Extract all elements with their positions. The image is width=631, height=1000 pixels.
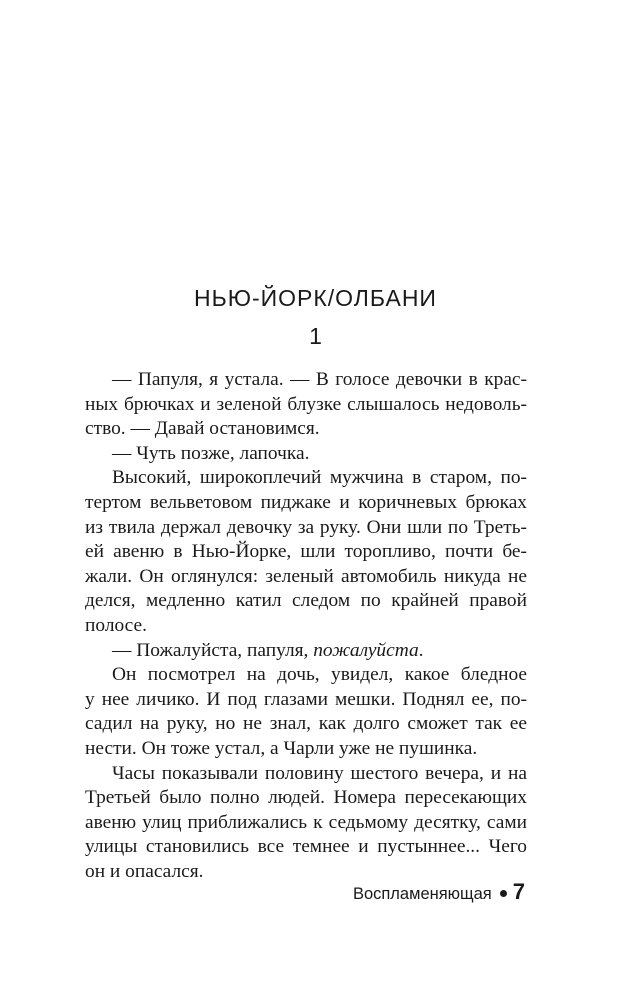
paragraph <box>85 663 527 761</box>
page-footer <box>353 879 525 907</box>
text-line: — Папуля, я устала. — В голосе девочки в крас- <box>112 369 527 390</box>
text-line: Третьей было полно людей. Номера пересекающих <box>85 787 527 809</box>
text-line: делся, медленно катил следом по крайней правой <box>85 590 527 612</box>
paragraph <box>85 442 527 467</box>
text-line: Он посмотрел на дочь, увидел, какое бледное <box>112 664 527 686</box>
text-line: Часы показывали половину шестого вечера, и на <box>112 762 527 784</box>
text-line: ей авеню в Нью-Йорке, шли торопливо, почти бе- <box>85 541 527 563</box>
text-line: ных брючках и зеленой блузке слышалось недоволь- <box>85 393 527 415</box>
text-line: из твила держал девочку за руку. Они шли по Треть- <box>85 516 527 538</box>
text-line: улицы становились все темнее и пустыннее... Чего <box>85 836 527 858</box>
chapter-heading: НЬЮ-ЙОРК/ОЛБАНИ <box>194 285 437 311</box>
page-number: 7 <box>512 879 525 904</box>
paragraph <box>85 368 527 442</box>
text-line: Высокий, широкоплечий мужчина в старом, по- <box>112 467 527 489</box>
body-text <box>85 368 527 884</box>
text-line: — Чуть позже, лапочка. <box>112 442 310 464</box>
text-segment: . <box>418 639 424 661</box>
text-line <box>85 639 527 664</box>
paragraph <box>85 762 527 885</box>
paragraph <box>85 466 527 638</box>
text-segment: — Пожалуйста, папуля, <box>112 639 314 661</box>
bullet-icon <box>500 890 507 897</box>
text-line: авеню улиц приближались к седьмому десятку, сами <box>85 811 527 833</box>
running-title: Воспламеняющая <box>352 885 492 903</box>
text-line: нести. Он тоже устал, а Чарли уже не пушинка. <box>85 737 478 759</box>
emphasized-text: пожалуйста <box>313 639 419 661</box>
paragraph <box>85 639 527 664</box>
chapter-number: 1 <box>309 323 322 349</box>
text-line: он и опасался. <box>85 860 204 882</box>
text-line: жали. Он оглянулся: зеленый автомобиль никуда не <box>85 565 527 587</box>
text-line: у нее личико. И под глазами мешки. Поднял ее, по- <box>85 688 527 710</box>
text-line: садил на руку, но не знал, как долго сможет так ее <box>85 713 527 735</box>
text-line: ство. — Давай остановимся. <box>85 418 320 440</box>
text-line: тертом вельветовом пиджаке и коричневых брюках <box>85 491 527 513</box>
text-line: полосе. <box>85 614 147 636</box>
